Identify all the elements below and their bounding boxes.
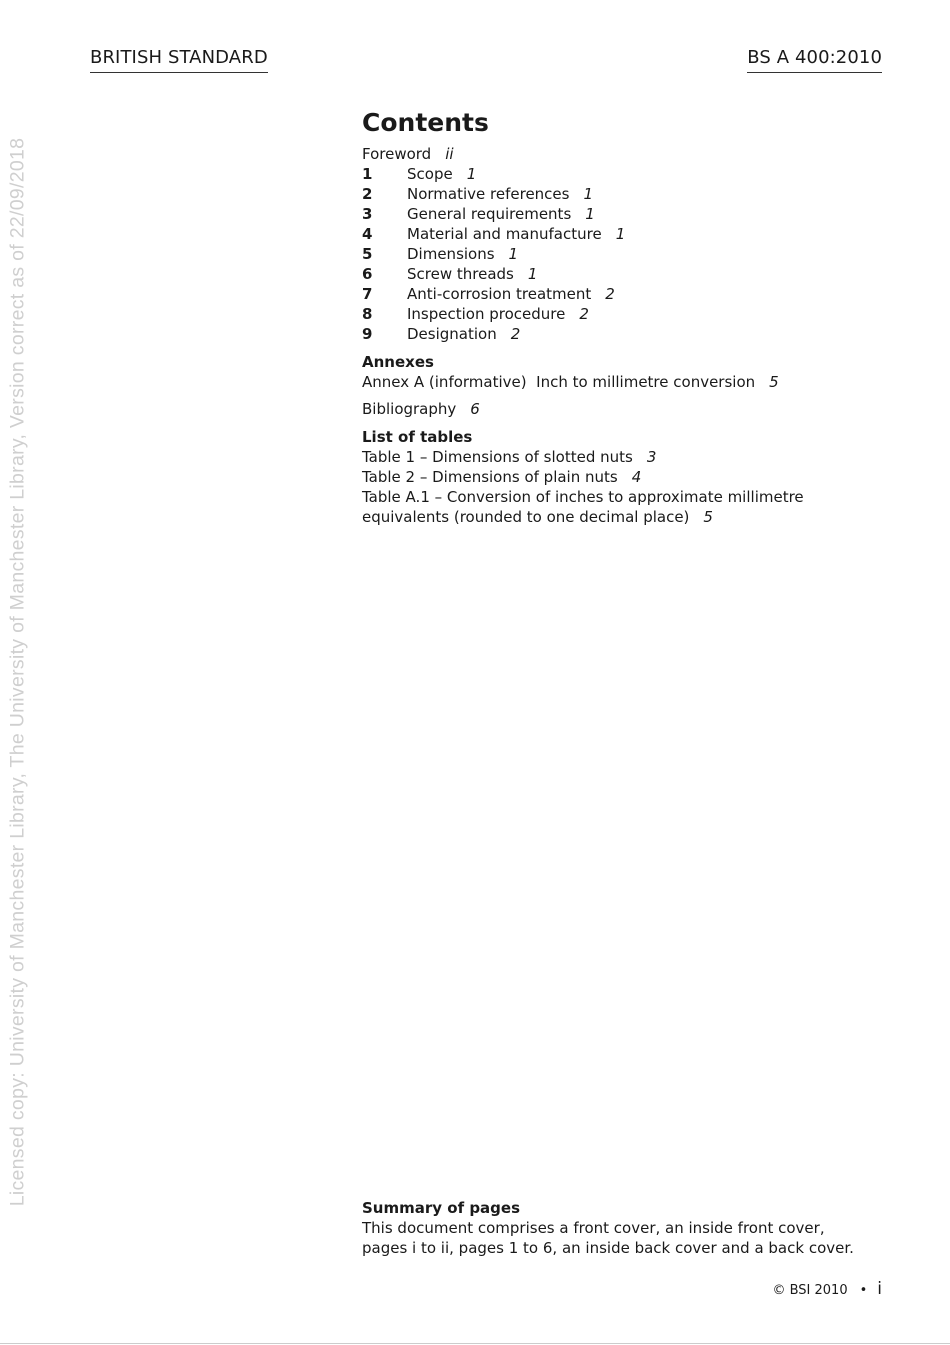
page-footer [772,1279,882,1301]
toc-entry-page: 1 [527,265,538,283]
license-watermark: Licensed copy: University of Manchester Library, The University of Manchester Library, Version correct as of 22/09/2018 [6,137,29,1207]
toc-clause-number: 5 [362,245,373,263]
toc-entry-page: 6 [470,400,480,418]
toc-entry-clause[interactable] [362,304,882,324]
toc-entry-foreword[interactable] [362,144,882,164]
toc-entry-table[interactable] [362,467,882,487]
toc-clause-number: 9 [362,325,373,343]
toc-entry-page: 2 [579,305,589,323]
toc-entry-bibliography[interactable] [362,399,882,419]
toc-entry-page: 3 [646,448,657,466]
page-number: i [877,1279,882,1299]
summary-heading: Summary of pages [362,1199,521,1217]
toc-entry-table[interactable] [362,447,882,467]
toc-entry-page: 1 [466,165,477,183]
toc-entry-label: Material and manufacture [407,225,602,243]
toc-entry-page: 2 [510,325,521,343]
toc-clause-number: 8 [362,305,373,323]
toc-entry-clause[interactable] [362,204,882,224]
toc-entry-page: 5 [769,373,779,391]
toc-entry-label: Anti-corrosion treatment [407,285,592,303]
toc-entry-table[interactable] [362,487,882,527]
toc-entry-clause[interactable] [362,264,882,284]
toc-entry-label: Scope [407,165,453,183]
toc-entry-label: Screw threads [407,265,514,283]
toc-clause-number: 1 [362,165,373,183]
toc-entry-page: 4 [631,468,642,486]
toc-entry-clause[interactable] [362,244,882,264]
toc-entry-clause[interactable] [362,184,882,204]
footer-bullet: • [859,1283,868,1298]
toc-entry-clause[interactable] [362,224,882,244]
annexes-heading: Annexes [362,353,434,371]
toc-entry-label: Normative references [407,185,570,203]
toc-entry-label-line2: equivalents (rounded to one decimal place) [362,508,690,526]
toc-entry-label: General requirements [407,205,572,223]
toc-entry-label: Bibliography [362,400,457,418]
toc-entry-clause[interactable] [362,324,882,344]
toc-entry-page: 1 [585,205,595,223]
toc-clause-number: 2 [362,185,373,203]
toc-entry-label: Designation [407,325,497,343]
contents-section [362,108,882,527]
toc-entry-label: Foreword [362,145,432,163]
toc-entry-label: Annex A (informative) Inch to millimetre conversion [362,373,756,391]
summary-text-line2: pages i to ii, pages 1 to 6, an inside back cover and a back cover. [362,1239,854,1257]
summary-text-line1: This document comprises a front cover, an inside front cover, [362,1219,825,1237]
toc-entry-page: ii [445,145,454,163]
toc-entry-page: 1 [583,185,594,203]
toc-entry-clause[interactable] [362,164,882,184]
toc-entry-page: 2 [605,285,615,303]
header-standard-number: BS A 400:2010 [747,47,882,73]
toc-entry-page: 5 [703,508,713,526]
toc-entry-label: Dimensions [407,245,495,263]
toc-entry-label: Inspection procedure [407,305,566,323]
page-bottom-rule [0,1343,950,1344]
copyright-notice: © BSI 2010 [772,1283,848,1298]
toc-entry-annex[interactable] [362,372,882,392]
toc-clause-number: 3 [362,205,373,223]
toc-entry-label: Table 2 – Dimensions of plain nuts [362,468,618,486]
tables-heading: List of tables [362,428,473,446]
header-standard-label: BRITISH STANDARD [90,47,268,73]
toc-clause-number: 4 [362,225,373,243]
summary-of-pages [362,1198,854,1258]
toc-entry-page: 1 [508,245,519,263]
toc-clause-number: 7 [362,285,373,303]
toc-clause-number: 6 [362,265,373,283]
toc-entry-label: Table 1 – Dimensions of slotted nuts [362,448,633,466]
toc-entry-page: 1 [615,225,626,243]
contents-title: Contents [362,108,489,137]
toc-entry-clause[interactable] [362,284,882,304]
toc-entry-label-line1: Table A.1 – Conversion of inches to approximate millimetre [362,488,804,506]
